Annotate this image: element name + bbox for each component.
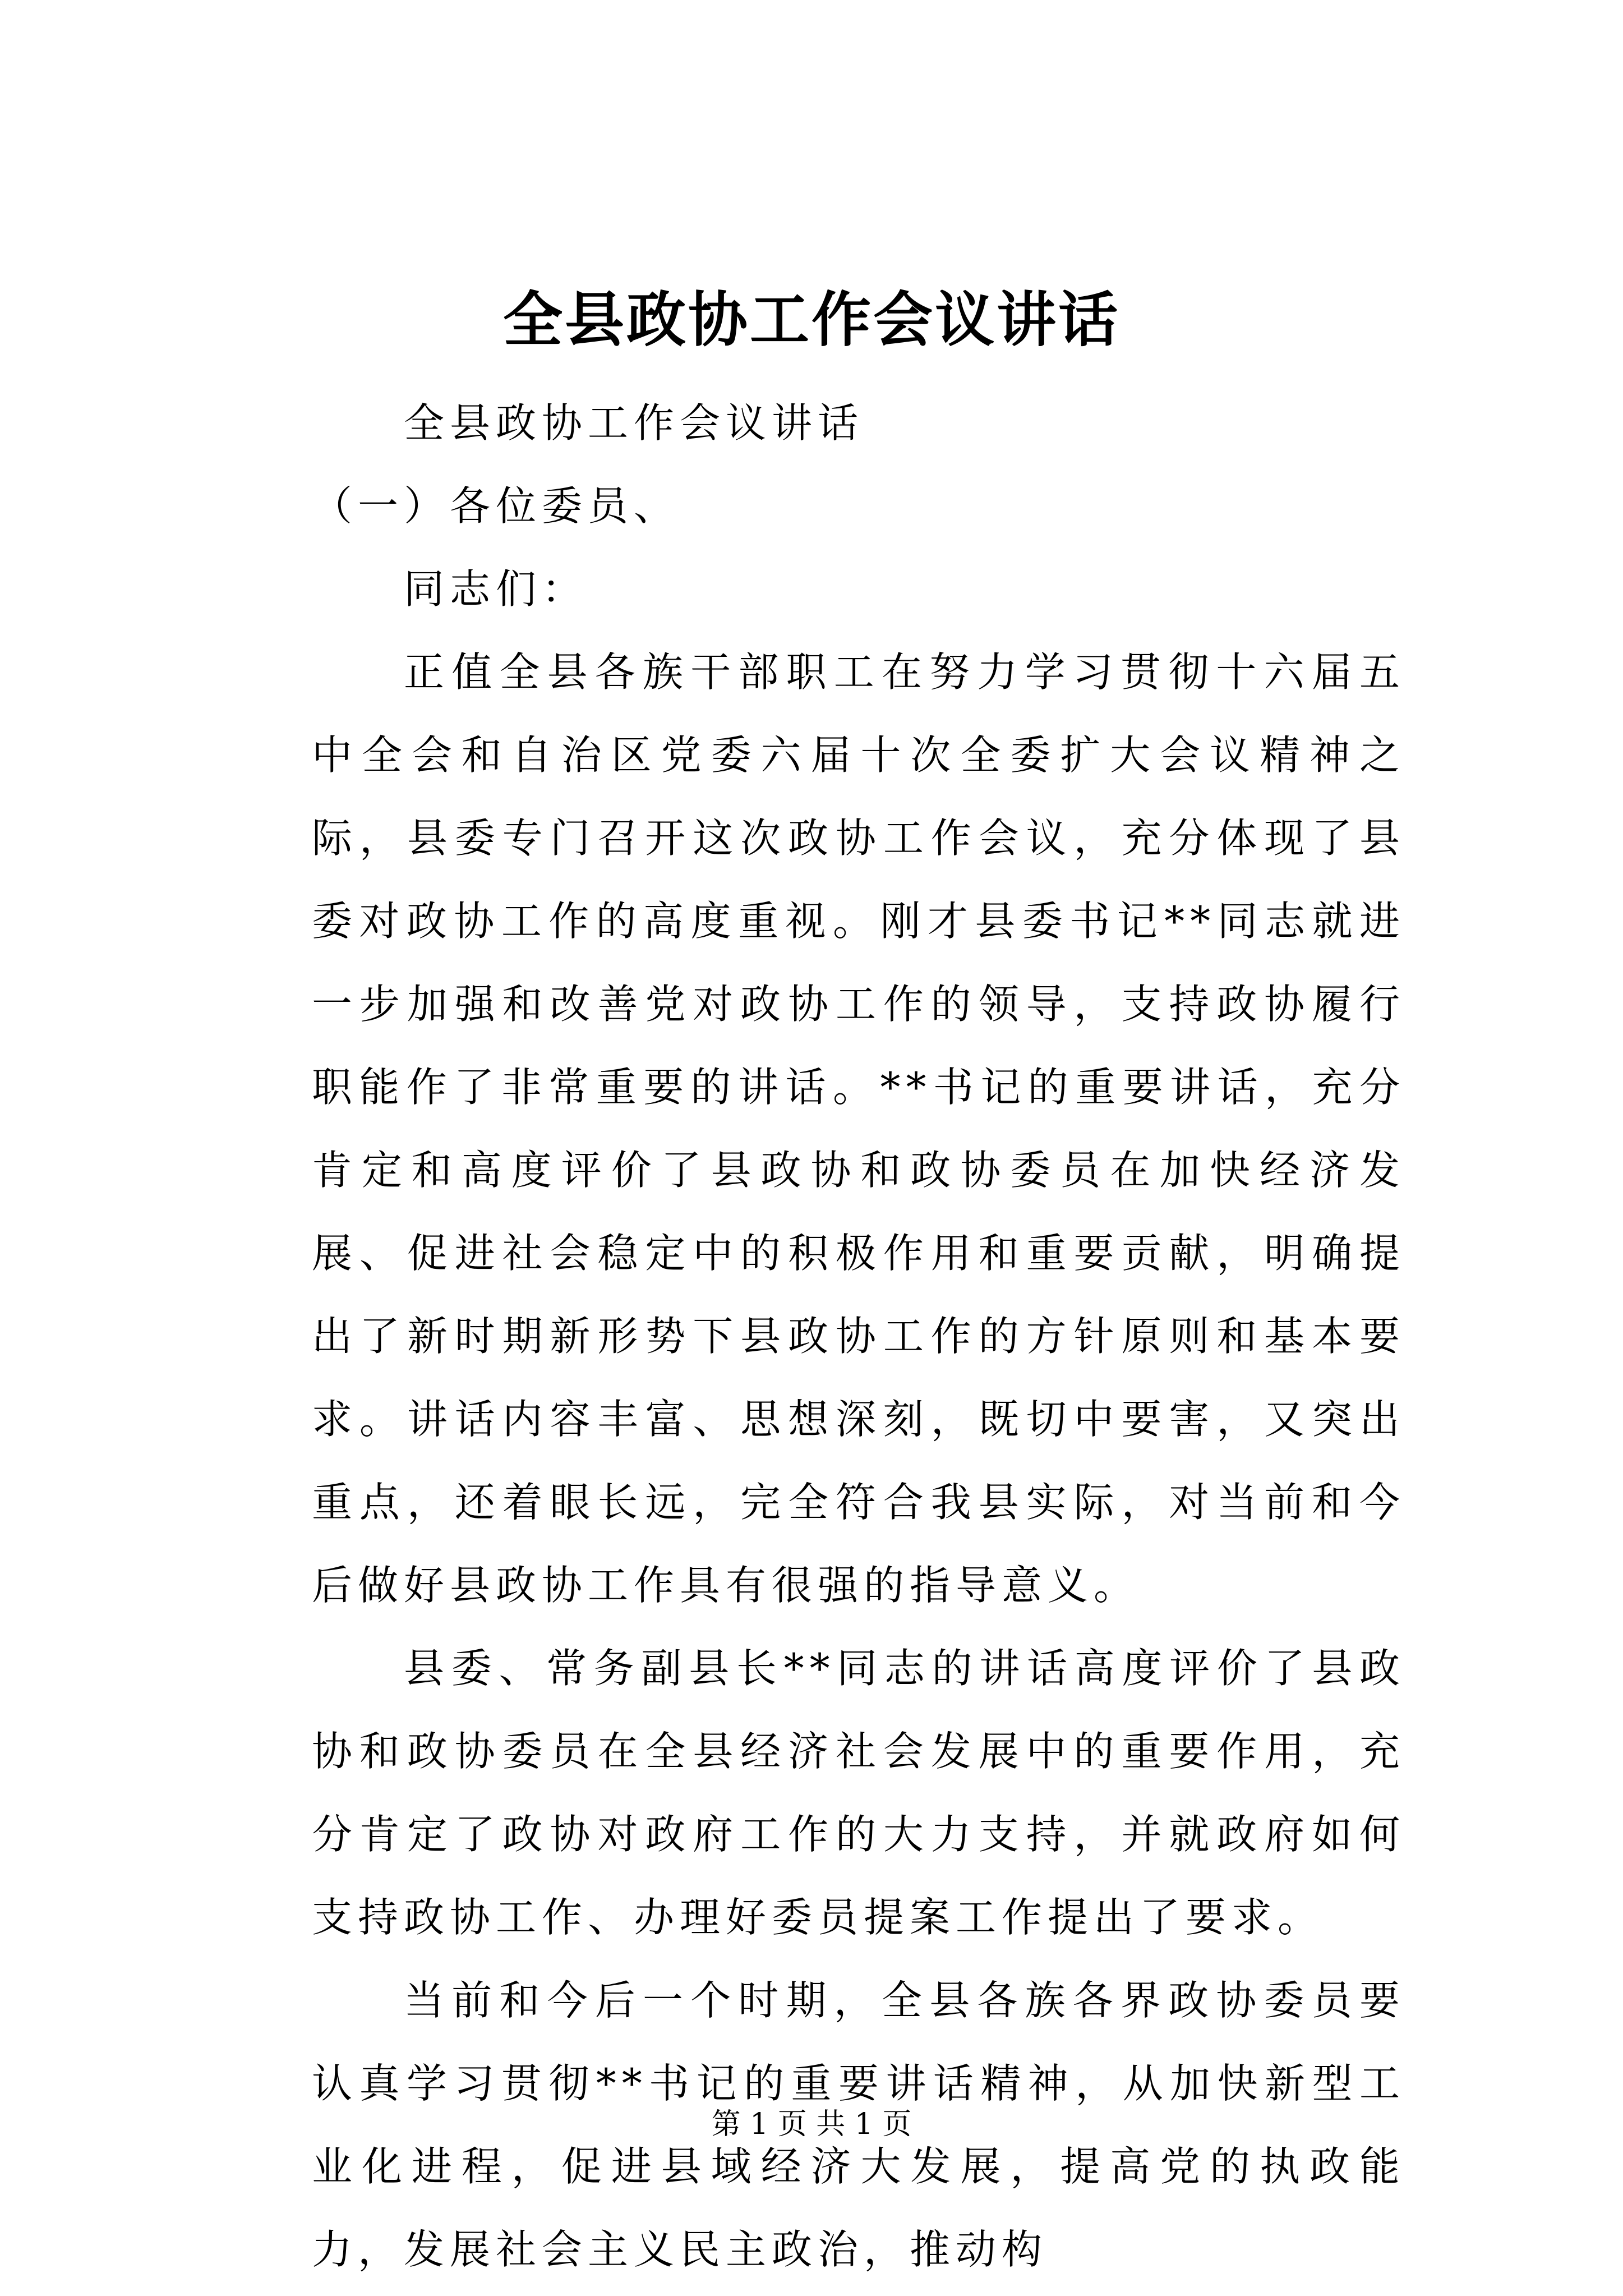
- paragraph-body-2: 县委、常务副县长**同志的讲话高度评价了县政协和政协委员在全县经济社会发展中的重要作用，充分肯定了政协对政府工作的大力支持，并就政府如何支持政协工作、办理好委员提案工作提出了要求。: [312, 1645, 1405, 1941]
- page-number-footer: 第 1 页 共 1 页: [711, 2108, 912, 2141]
- paragraph-section-heading: （一）各位委员、: [312, 482, 680, 530]
- paragraph-subtitle: 全县政协工作会议讲话: [404, 399, 864, 447]
- paragraph-body-3: 当前和今后一个时期，全县各族各界政协委员要认真学习贯彻**书记的重要讲话精神，从加快新型工业化进程，促进县域经济大发展，提高党的执政能力，发展社会主义民主政治，推动构: [312, 1977, 1405, 2273]
- document-title: 全县政协工作会议讲话: [503, 284, 1120, 355]
- document-body: [312, 381, 1405, 2291]
- paragraph-body-1: 正值全县各族干部职工在努力学习贯彻十六届五中全会和自治区党委六届十次全委扩大会议精神之际，县委专门召开这次政协工作会议，充分体现了县委对政协工作的高度重视。刚才县委书记**同志就进一步加强和改善党对政协工作的领导，支持政协履行职能作了非常重要的讲话。**书记的重要讲话，充分肯定和高度评价了县政协和政协委员在加快经济发展、促进社会稳定中的积极作用和重要贡献，明确提出了新时期新形势下县政协工作的方针原则和基本要求。讲话内容丰富、思想深刻，既切中要害，又突出重点，还着眼长远，完全符合我县实际，对当前和今后做好县政协工作具有很强的指导意义。: [312, 648, 1405, 1609]
- paragraph-salutation: 同志们：: [404, 565, 588, 613]
